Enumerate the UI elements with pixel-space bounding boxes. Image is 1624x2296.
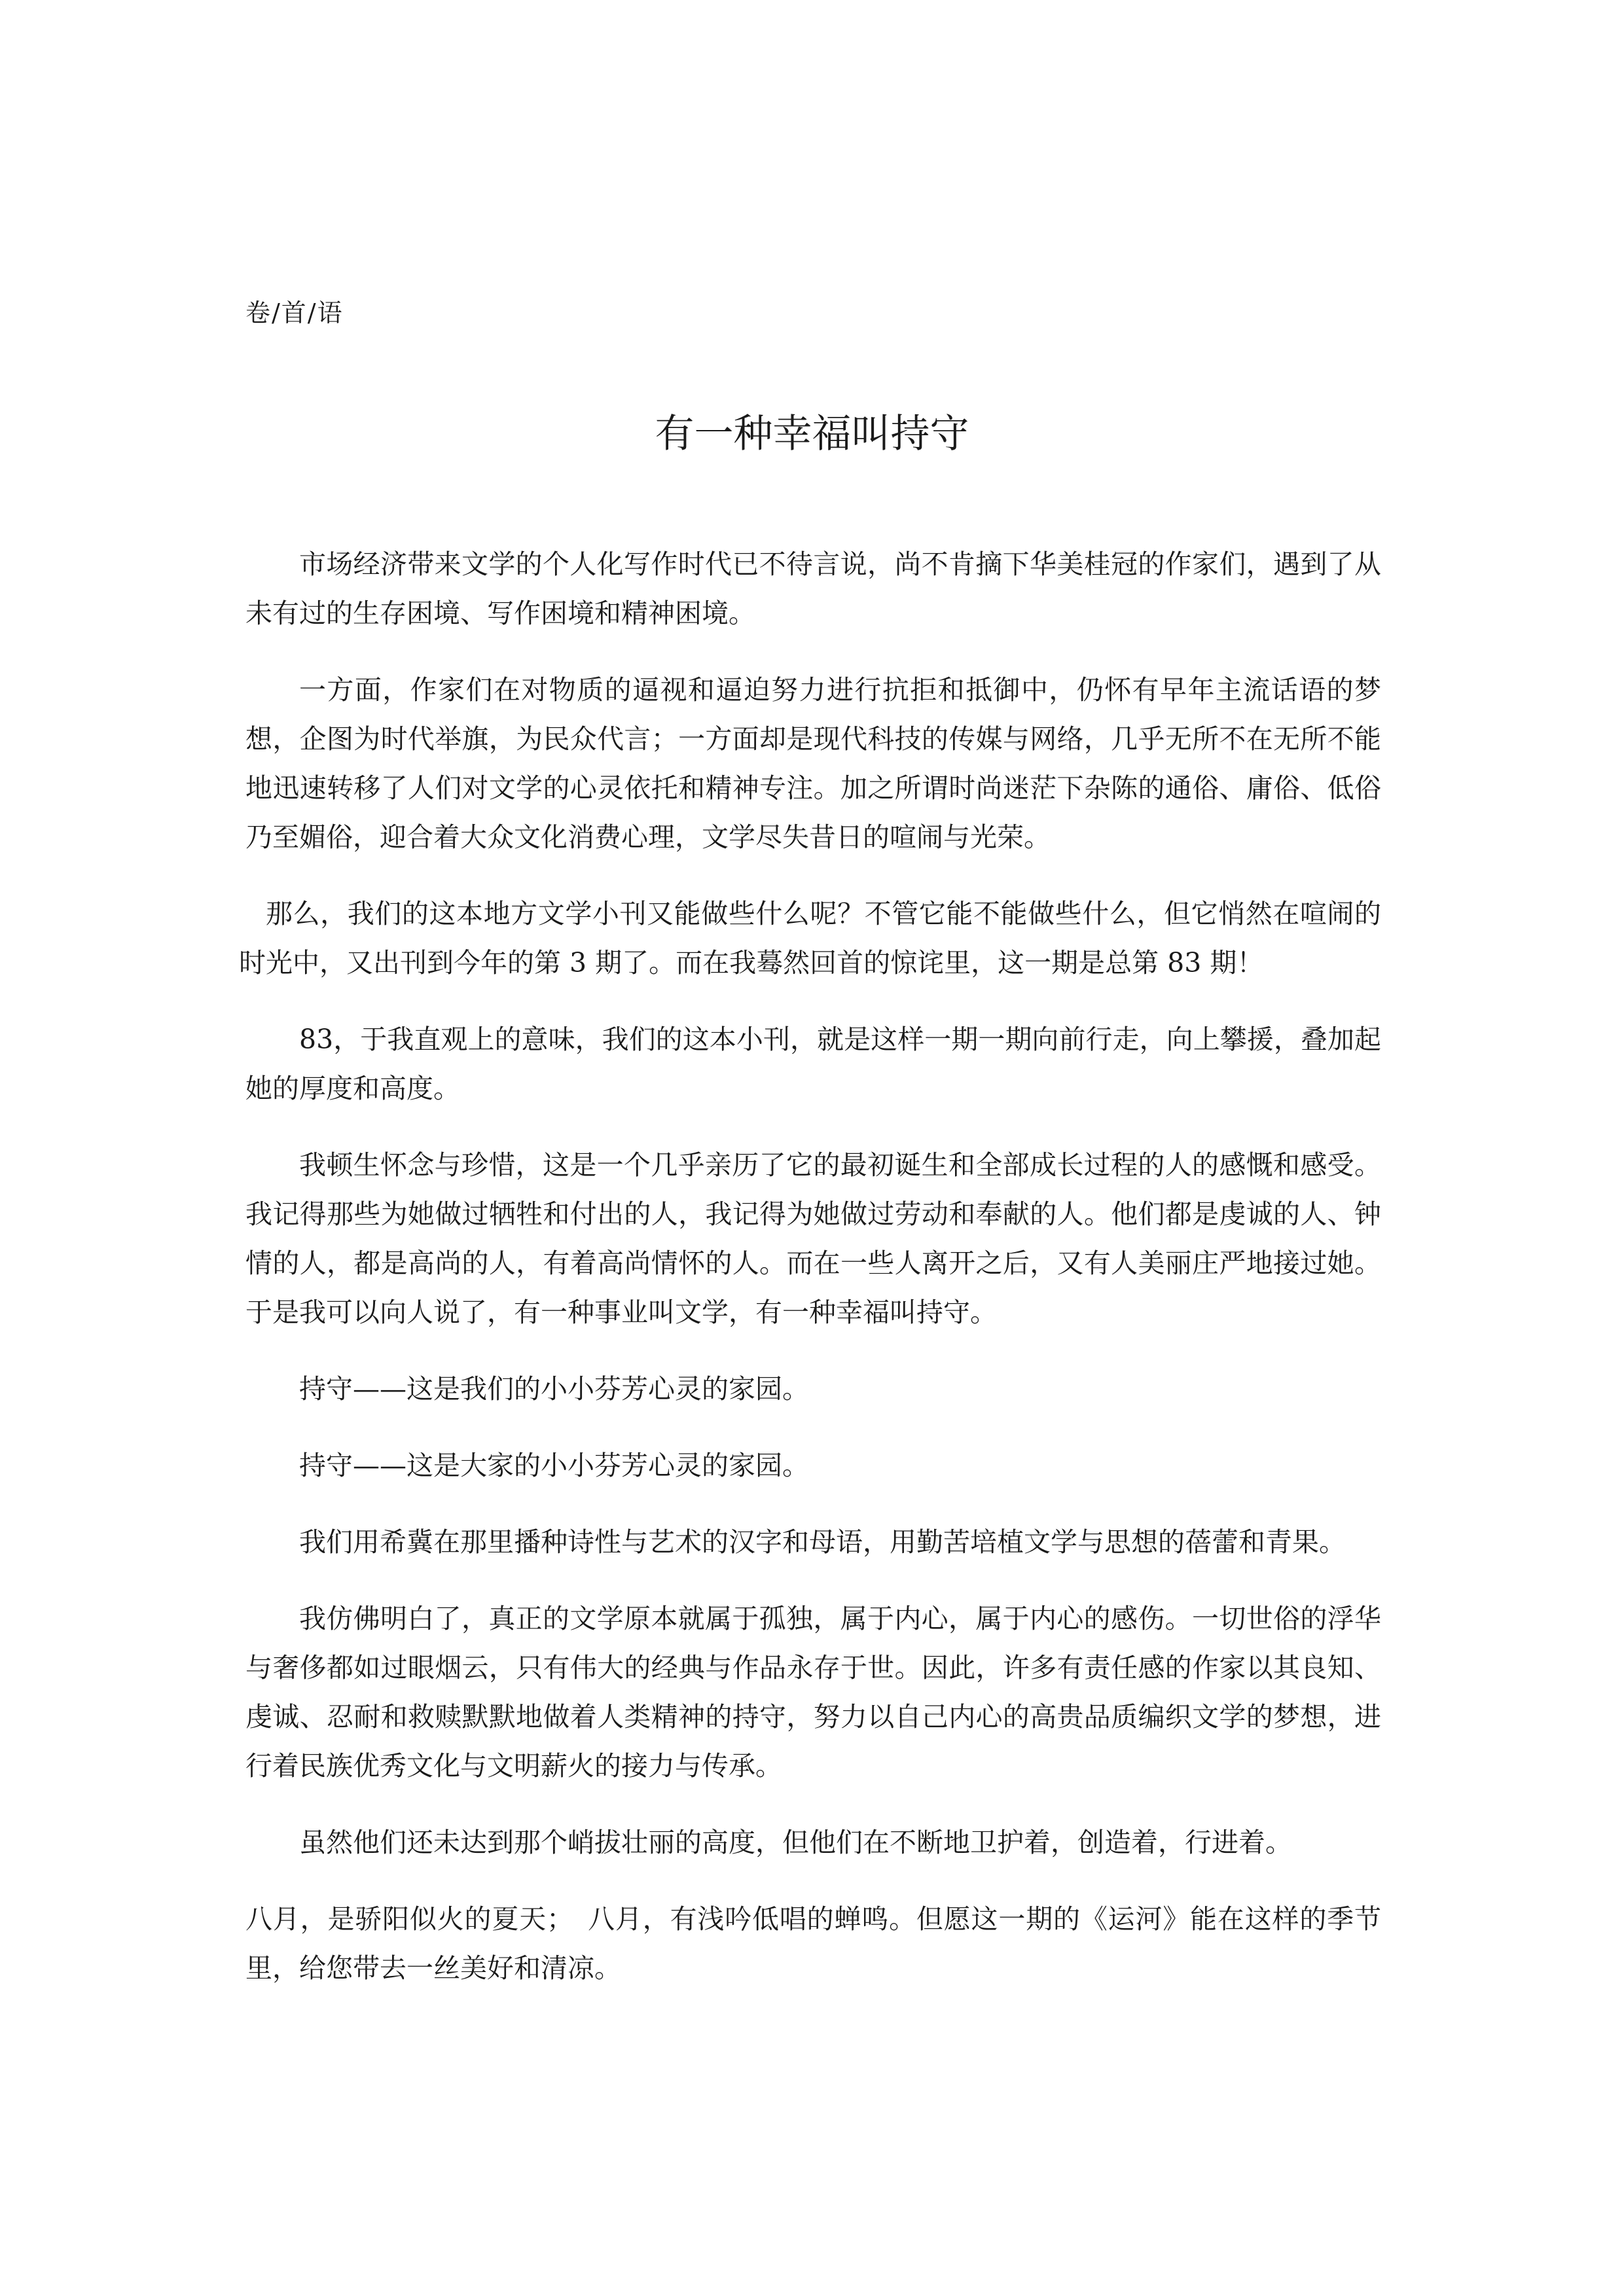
paragraph: 我顿生怀念与珍惜，这是一个几乎亲历了它的最初诞生和全部成长过程的人的感慨和感受。我记得那些为她做过牺牲和付出的人，我记得为她做过劳动和奉献的人。他们都是虔诚的人、钟情的人，都是高尚的人，有着高尚情怀的人。而在一些人离开之后，又有人美丽庄严地接过她。于是我可以向人说了，有一种事业叫文学，有一种幸福叫持守。 — [245, 1149, 1381, 1328]
paragraph: 八月，是骄阳似火的夏天； 八月，有浅吟低唱的蝉鸣。但愿这一期的《运河》能在这样的季节里，给您带去一丝美好和清凉。 — [245, 1903, 1381, 1984]
paragraph: 我仿佛明白了，真正的文学原本就属于孤独，属于内心，属于内心的感伤。一切世俗的浮华与奢侈都如过眼烟云，只有伟大的经典与作品永存于世。因此，许多有责任感的作家以其良知、虔诚、忍耐和救赎默默地做着人类精神的持守，努力以自己内心的高贵品质编织文学的梦想，进行着民族优秀文化与文明薪火的接力与传承。 — [245, 1603, 1381, 1782]
column-label: 卷/首/语 — [245, 298, 344, 327]
article-title: 有一种幸福叫持守 — [655, 411, 969, 457]
paragraph: 一方面，作家们在对物质的逼视和逼迫努力进行抗拒和抵御中，仍怀有早年主流话语的梦想，企图为时代举旗，为民众代言；一方面却是现代科技的传媒与网络，几乎无所不在无所不能地迅速转移了人们对文学的心灵依托和精神专注。加之所谓时尚迷茫下杂陈的通俗、庸俗、低俗乃至媚俗，迎合着大众文化消费心理，文学尽失昔日的喧闹与光荣。 — [245, 674, 1381, 853]
paragraph: 持守——这是大家的小小芬芳心灵的家园。 — [299, 1450, 809, 1481]
paragraph: 那么，我们的这本地方文学小刊又能做些什么呢？不管它能不能做些什么，但它悄然在喧闹的时光中，又出刊到今年的第 3 期了。而在我蓦然回首的惊诧里，这一期是总第 83 期！ — [239, 898, 1381, 978]
article-body — [239, 540, 1381, 2020]
paragraph: 我们用希冀在那里播种诗性与艺术的汉字和母语，用勤苦培植文学与思想的蓓蕾和青果。 — [299, 1526, 1346, 1558]
paragraph: 持守——这是我们的小小芬芳心灵的家园。 — [299, 1373, 809, 1405]
paragraph: 市场经济带来文学的个人化写作时代已不待言说，尚不肯摘下华美桂冠的作家们，遇到了从未有过的生存困境、写作困境和精神困境。 — [245, 548, 1381, 629]
paragraph: 83，于我直观上的意味，我们的这本小刊，就是这样一期一期向前行走，向上攀援，叠加起她的厚度和高度。 — [245, 1024, 1381, 1104]
paragraph: 虽然他们还未达到那个峭拔壮丽的高度，但他们在不断地卫护着，创造着，行进着。 — [299, 1827, 1292, 1858]
